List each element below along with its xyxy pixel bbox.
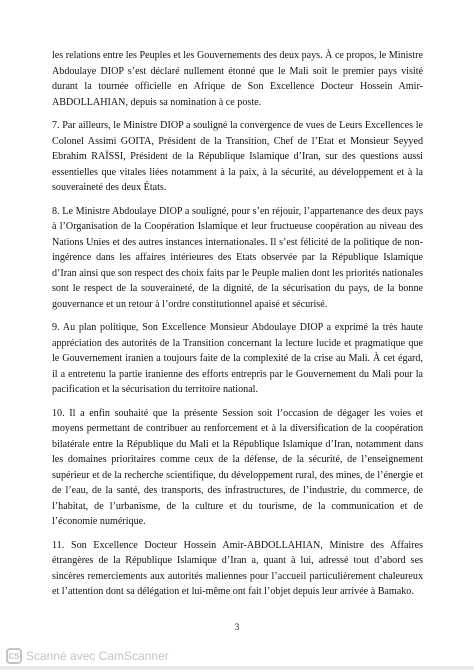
bottom-divider: [0, 666, 474, 670]
page-number: 3: [234, 622, 240, 632]
paragraph-10: 10. Il a enfin souhaité que la présente Session soit l’occasion de dégager les voies et moyens permettant de contribuer au renforcement et à la diversification de la coopération bilatérale entre la République du Mali et la République Islamique d’Iran, notamment dans les domaines prioritaires comme ceux de la défense, de la sécurité, de l’enseignement supérieur et de la recherche scientifique, du développement rural, des mines, de l’énergie et de l’eau, de la santé, des transports, des infrastructures, de l’industrie, du commerce, de l’habitat, de l’urbanisme, de la culture et du tourisme, de la communication et de l’économie numérique.: [52, 407, 423, 527]
paragraph-7: 7. Par ailleurs, le Ministre DIOP a souligné la convergence de vues de Leurs Excellences le Colonel Assimi GOITA, Président de la Transition, Chef de l’Etat et Monsieur Seyyed Ebrahim RAÏSSI, Président de la République Islamique d’Iran, sur des questions aussi essentielles que vitales liées notamment à la paix, à la sécurité, au développement et à la souveraineté des deux États.: [52, 120, 423, 193]
document-body: [52, 48, 423, 608]
paragraph-11: 11. Son Excellence Docteur Hossein Amir-ABDOLLAHIAN, Ministre des Affaires étrangères de la République Islamique d’Iran a, quant à lui, adressé tout d’abord ses sincères remerciements aux autorités maliennes pour l’accueil particulièrement chaleureux et l’attention dont sa délégation et lui-même ont fait l’objet depuis leur arrivée à Bamako.: [52, 539, 423, 597]
paragraph-continuation: les relations entre les Peuples et les Gouvernements des deux pays. À ce propos, le Ministre Abdoulaye DIOP s’est déclaré nullement étonné que le Mali soit le premier pays visité durant la tournée officielle en Afrique de Son Excellence Docteur Hossein Amir-ABDOLLAHIAN, depuis sa nomination à ce poste.: [52, 50, 423, 108]
paragraph-9: 9. Au plan politique, Son Excellence Monsieur Abdoulaye DIOP a exprimé la très haute appréciation des autorités de la Transition concernant la lecture lucide et pragmatique que le Gouvernement iranien a toujours faite de la complexité de la crise au Mali. À cet égard, il a entretenu la partie iranienne des efforts entrepris par le Gouvernement du Mali pour la pacification et la sécurisation du territoire national.: [52, 322, 423, 395]
camscanner-watermark: [6, 648, 169, 664]
paragraph-8: 8. Le Ministre Abdoulaye DIOP a souligné, pour s’en réjouir, l’appartenance des deux pays à l’Organisation de la Coopération Islamique et leur fructueuse coopération au niveau des Nations Unies et des autres instances internationales. Il s’est félicité de la politique de non-ingérence dans les affaires intérieures des Etats observée par la République Islamique d’Iran ainsi que son respect des choix faits par le Peuple malien dont les priorités nationales sont le respect de la souveraineté, de la dignité, de la sécurisation du pays, de la bonne gouvernance et un retour à l’ordre constitutionnel apaisé et sécurisé.: [52, 205, 423, 310]
camscanner-logo-icon: CS: [6, 648, 22, 664]
watermark-text: Scanné avec CamScanner: [26, 649, 169, 663]
